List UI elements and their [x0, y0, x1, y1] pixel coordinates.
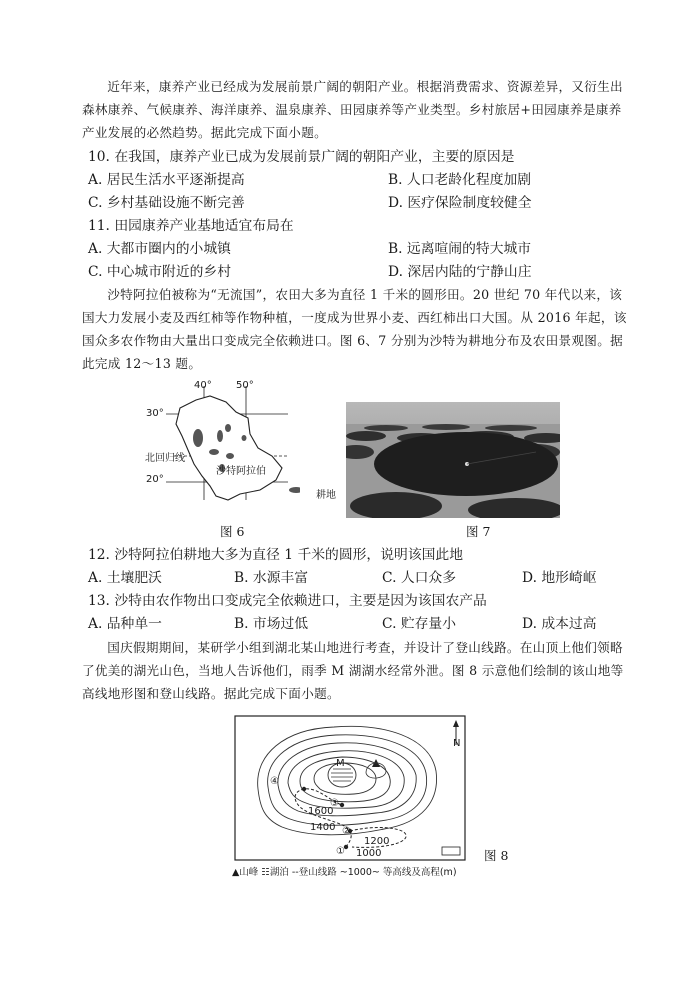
- contour-label-1400: 1400: [310, 822, 336, 833]
- label-lon-50: 50°: [236, 380, 254, 391]
- figure-8-caption: 图 8: [484, 848, 509, 863]
- route-point-1: ①: [336, 846, 345, 857]
- figure-8-contour-map: [234, 715, 466, 861]
- q13-option-a[interactable]: A. 品种单一: [88, 616, 162, 632]
- q12-option-c[interactable]: C. 人口众多: [382, 570, 457, 586]
- q11-option-c[interactable]: C. 中心城市附近的乡村: [88, 264, 232, 280]
- q10-option-d[interactable]: D. 医疗保险制度较健全: [388, 195, 532, 211]
- figure-6-saudi-map: [140, 378, 300, 516]
- contour-label-1000: 1000: [356, 848, 382, 859]
- q11-option-d[interactable]: D. 深居内陆的宁静山庄: [388, 264, 532, 280]
- route-point-3: ③: [330, 798, 339, 809]
- q12-option-a[interactable]: A. 土壤肥沃: [88, 570, 162, 586]
- q12-option-d[interactable]: D. 地形崎岖: [522, 570, 597, 586]
- q10-option-b[interactable]: B. 人口老龄化程度加剧: [388, 172, 532, 188]
- q13-option-d[interactable]: D. 成本过高: [522, 616, 597, 632]
- question-13-stem: 13. 沙特由农作物出口变成完全依赖进口，主要是因为该国农产品: [88, 593, 487, 609]
- lake-label-m: M: [336, 758, 345, 769]
- figure-7-caption: 图 7: [466, 524, 491, 539]
- route-point-4: ④: [270, 776, 279, 787]
- label-saudi-arabia: 沙特阿拉伯: [216, 466, 266, 477]
- label-tropic-of-cancer: 北回归线: [145, 453, 185, 464]
- q11-option-b[interactable]: B. 远离喧闹的特大城市: [388, 241, 532, 257]
- label-lat-20: 20°: [146, 474, 164, 485]
- figure-8-legend: ▲山峰 ☷湖泊 --登山线路 ~1000~ 等高线及高程(m): [232, 867, 457, 878]
- q10-option-a[interactable]: A. 居民生活水平逐渐提高: [88, 172, 245, 188]
- q13-option-c[interactable]: C. 贮存量小: [382, 616, 457, 632]
- q13-option-b[interactable]: B. 市场过低: [234, 616, 309, 632]
- north-label: N: [453, 738, 461, 749]
- contour-label-1600: 1600: [308, 806, 334, 817]
- label-lon-40: 40°: [194, 380, 212, 391]
- intro-paragraph-hubei: 国庆假期期间，某研学小组到湖北某山地进行考查，并设计了登山线路。在山顶上他们领略了优美的湖光山色，当地人告诉他们，雨季 M 湖湖水经常外泄。图 8 示意他们绘制的该山地等高线地形图和登山线路。据此完成下面小题。: [82, 640, 624, 701]
- intro-paragraph-kangyang: 近年来，康养产业已经成为发展前景广阔的朝阳产业。根据消费需求、资源差异，又衍生出 森林康养、气候康养、海洋康养、温泉康养、田园康养等产业类型。乡村旅居+田园康养是康养 产业发展的必然趋势。据此完成下面小题。: [82, 79, 623, 140]
- q11-option-a[interactable]: A. 大都市圈内的小城镇: [88, 241, 231, 257]
- contour-label-1200: 1200: [364, 836, 390, 847]
- figure-7-circular-fields-photo: [346, 402, 560, 518]
- q10-option-c[interactable]: C. 乡村基础设施不断完善: [88, 195, 245, 211]
- intro-paragraph-saudi: 沙特阿拉伯被称为“无流国”，农田大多为直径 1 千米的圆形田。20 世纪 70 年代以来，该国大力发展小麦及西红柿等作物种植，一度成为世界小麦、西红柿出口大国。从 2016 年起，该国众多农作物由大量出口变成完全依赖进口。图 6、7 分别为沙特为耕地分布及农田景观图。据此完成 12～13 题。: [82, 287, 627, 371]
- q12-option-b[interactable]: B. 水源丰富: [234, 570, 309, 586]
- route-point-2: ②: [342, 826, 351, 837]
- question-10-stem: 10. 在我国，康养产业已成为发展前景广阔的朝阳产业，主要的原因是: [88, 149, 515, 165]
- label-lat-30: 30°: [146, 408, 164, 419]
- question-11-stem: 11. 田园康养产业基地适宜布局在: [88, 218, 294, 234]
- legend-farmland: 耕地: [316, 490, 336, 501]
- question-12-stem: 12. 沙特阿拉伯耕地大多为直径 1 千米的圆形，说明该国此地: [88, 547, 464, 563]
- figure-6-caption: 图 6: [220, 524, 245, 539]
